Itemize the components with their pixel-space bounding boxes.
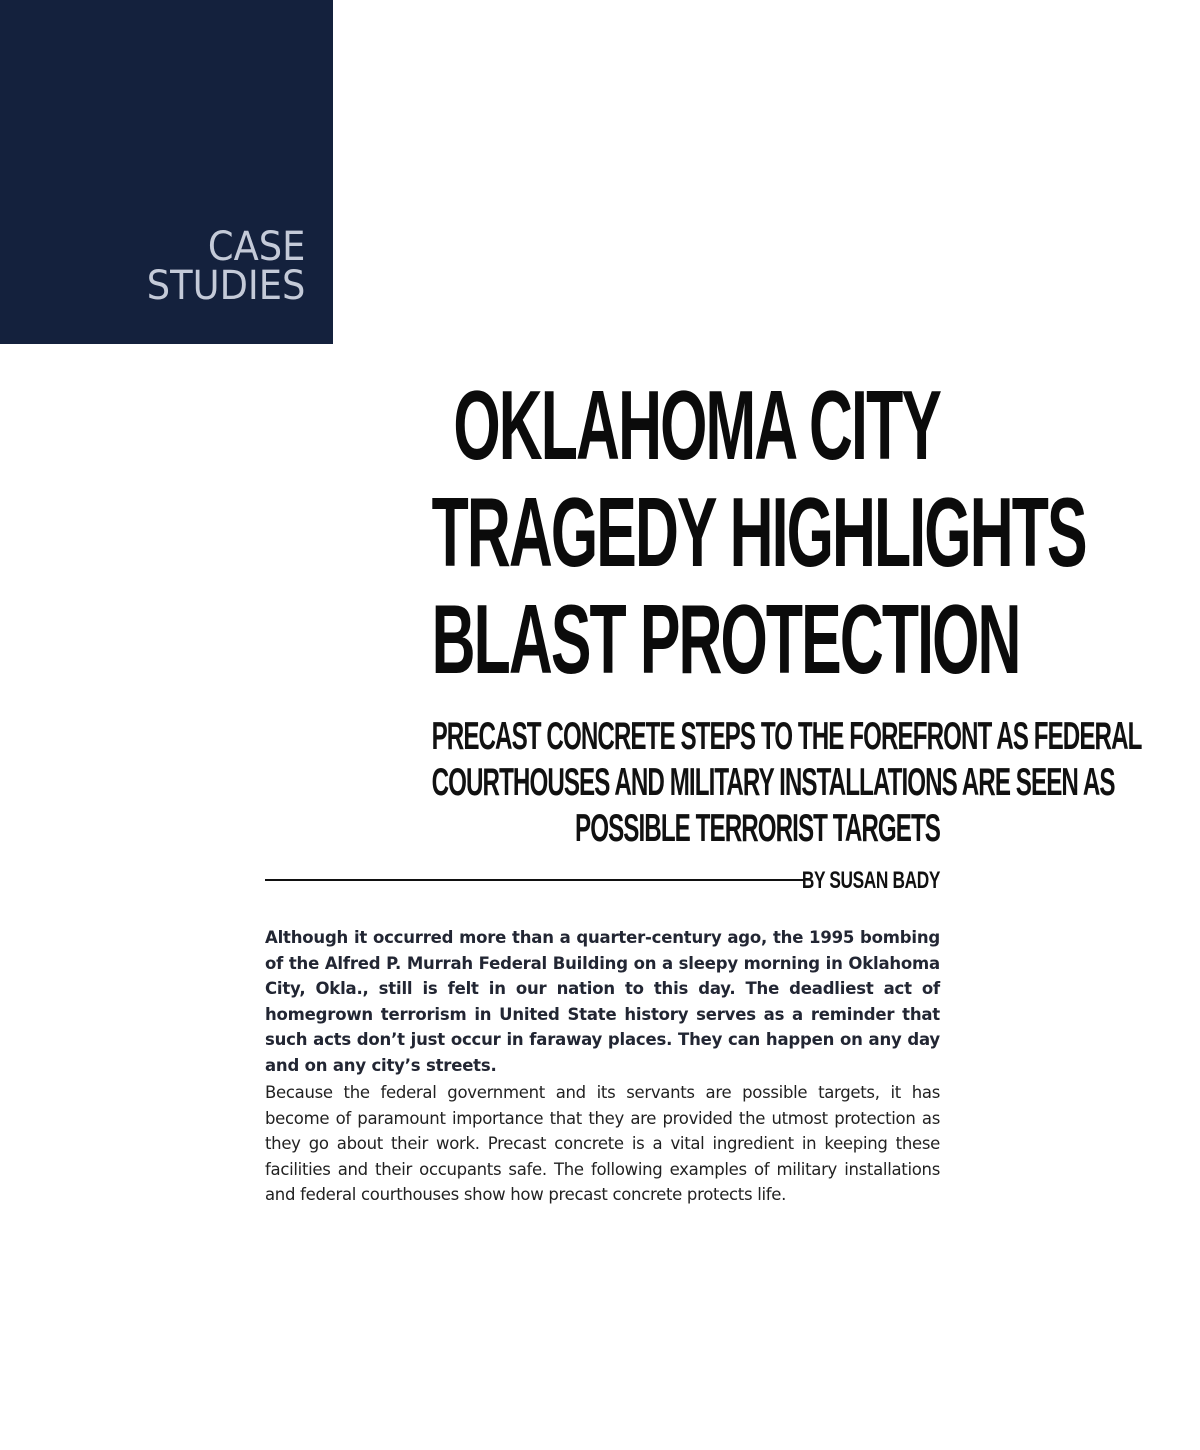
title-line-1: OKLAHOMA CITY [453,370,940,480]
subtitle-line-2: COURTHOUSES AND MILITARY INSTALLATIONS ARE SEEN AS [431,761,1115,804]
subtitle-line-3: POSSIBLE TERRORIST TARGETS [575,807,940,850]
byline: BY SUSAN BADY [801,867,940,894]
title-line-3: BLAST PROTECTION [431,584,1020,694]
intro-paragraph: Although it occurred more than a quarter-century ago, the 1995 bombing of the Alfred P. Murrah Federal Building on a sleepy morning in Oklahoma City, Okla., still is felt in our nation to this day. The deadliest act of homegrown terrorism in United State history serves as a reminder that such acts don’t just occur in faraway places. They can happen on any day and on any city’s streets. [265,928,940,1075]
article-subtitle [120,714,1142,852]
article-title [120,370,1086,694]
body-paragraph: Because the federal government and its servants are possible targets, it has become of paramount importance that they are provided the utmost protection as they go about their work. Precast concrete is a vital ingredient in keeping these facilities and their occupants safe. The following examples of military installations and federal courthouses show how precast concrete protects life. [265,1083,940,1205]
title-line-2: TRAGEDY HIGHLIGHTS [431,477,1086,587]
section-label [146,224,305,309]
section-label-line-1: CASE [207,224,305,270]
section-label-line-2: STUDIES [146,263,305,309]
byline-divider [265,879,805,881]
section-block [0,0,333,344]
subtitle-line-1: PRECAST CONCRETE STEPS TO THE FOREFRONT AS FEDERAL [431,715,1142,758]
